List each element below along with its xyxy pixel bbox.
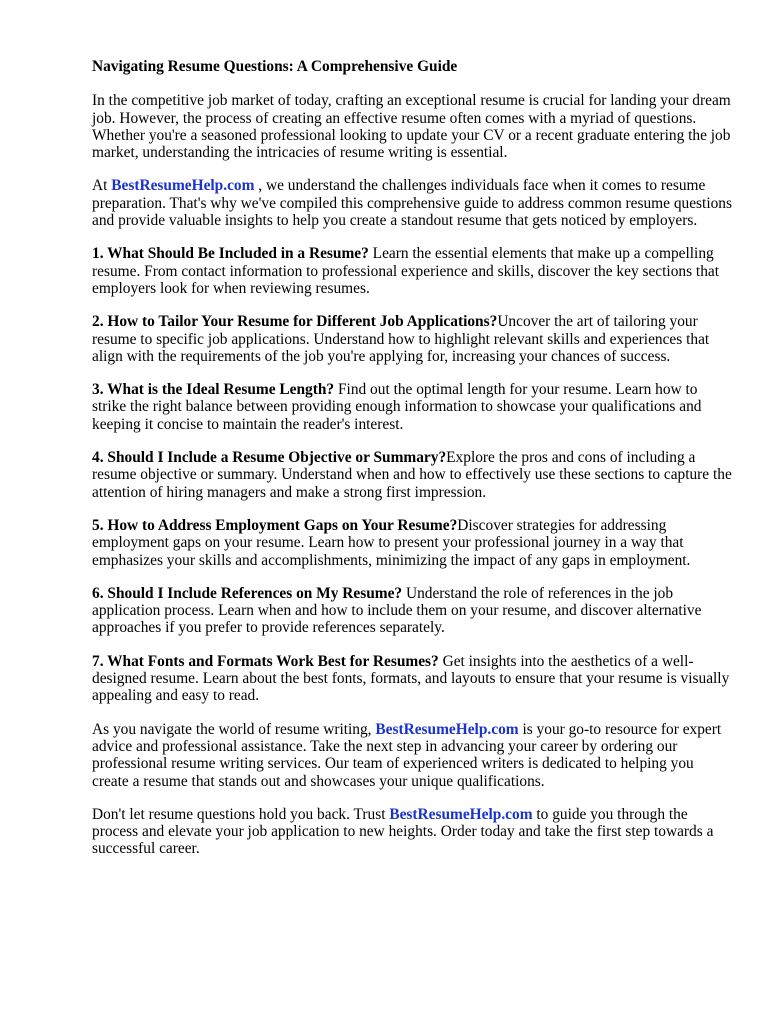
question-heading: 3. What is the Ideal Resume Length? (92, 381, 335, 399)
navigate-prefix: As you navigate the world of resume writing, (92, 720, 376, 738)
question-item-1 (92, 245, 732, 297)
question-body: Understand the role of references in the job application process. Learn when and how to include them on your resume, and discover alternative approaches if you prefer to provide references separately. (92, 584, 702, 637)
navigate-suffix: is your go-to resource for expert advice and professional assistance. Take the next step in advancing your career by ordering our professional resume writing services. Our team of experienced writers is dedicated to helping you create a resume that stands out and showcases your unique qualifications. (92, 720, 722, 790)
question-heading: 7. What Fonts and Formats Work Best for Resumes? (92, 652, 439, 670)
navigate-paragraph (92, 721, 732, 790)
about-prefix: At (92, 177, 112, 195)
bestresumehelp-link[interactable]: BestResumeHelp.com (389, 805, 533, 823)
document-title: Navigating Resume Questions: A Comprehensive Guide (92, 58, 458, 75)
closing-suffix: to guide you through the process and elevate your job application to new heights. Order today and take the first step towards a successful career. (92, 805, 714, 858)
question-heading: 1. What Should Be Included in a Resume? (92, 245, 369, 263)
question-item-3 (92, 381, 732, 433)
question-body: Explore the pros and cons of including a resume objective or summary. Understand when and how to effectively use these sections to capture the attention of hiring managers and make a strong first impression. (92, 449, 732, 501)
question-body: Learn the essential elements that make up a compelling resume. From contact information to professional experience and skills, discover the key sections that employers look for when reviewing resumes. (92, 245, 719, 297)
question-body: Uncover the art of tailoring your resume to specific job applications. Understand how to highlight relevant skills and experiences that align with the requirements of the job you're applying for, increasing your chances of success. (92, 313, 710, 365)
bestresumehelp-link[interactable]: BestResumeHelp.com (111, 177, 255, 195)
question-item-7 (92, 653, 732, 705)
question-body: Discover strategies for addressing employment gaps on your resume. Learn how to present your professional journey in a way that emphasizes your skills and accomplishments, minimizing the impact of any gaps in employment. (92, 516, 691, 569)
closing-paragraph (92, 806, 732, 858)
question-heading: 5. How to Address Employment Gaps on Your Resume? (92, 516, 458, 534)
question-item-5 (92, 517, 732, 569)
question-item-4 (92, 449, 732, 501)
intro-paragraph: In the competitive job market of today, crafting an exceptional resume is crucial for landing your dream job. However, the process of creating an effective resume often comes with a myriad of questions. Whether you're a seasoned professional looking to update your CV or a recent graduate entering the job market, understanding the intricacies of resume writing is essential. (92, 92, 731, 162)
document-page (92, 58, 732, 874)
question-item-6 (92, 585, 732, 637)
closing-prefix: Don't let resume questions hold you back. Trust (92, 805, 390, 823)
question-heading: 4. Should I Include a Resume Objective or Summary? (92, 449, 447, 467)
about-suffix: , we understand the challenges individuals face when it comes to resume preparation. That's why we've compiled this comprehensive guide to address common resume questions and provide valuable insights to help you create a standout resume that gets noticed by employers. (92, 177, 732, 230)
question-body: Get insights into the aesthetics of a well-designed resume. Learn about the best fonts, formats, and layouts to ensure that your resume is visually appealing and easy to read. (92, 652, 730, 705)
question-item-2 (92, 313, 732, 365)
question-heading: 6. Should I Include References on My Resume? (92, 584, 403, 602)
about-paragraph (92, 177, 732, 229)
question-heading: 2. How to Tailor Your Resume for Different Job Applications? (92, 313, 498, 331)
question-body: Find out the optimal length for your resume. Learn how to strike the right balance between providing enough information to showcase your qualifications and keeping it concise to maintain the reader's interest. (92, 381, 702, 433)
bestresumehelp-link[interactable]: BestResumeHelp.com (375, 720, 519, 738)
